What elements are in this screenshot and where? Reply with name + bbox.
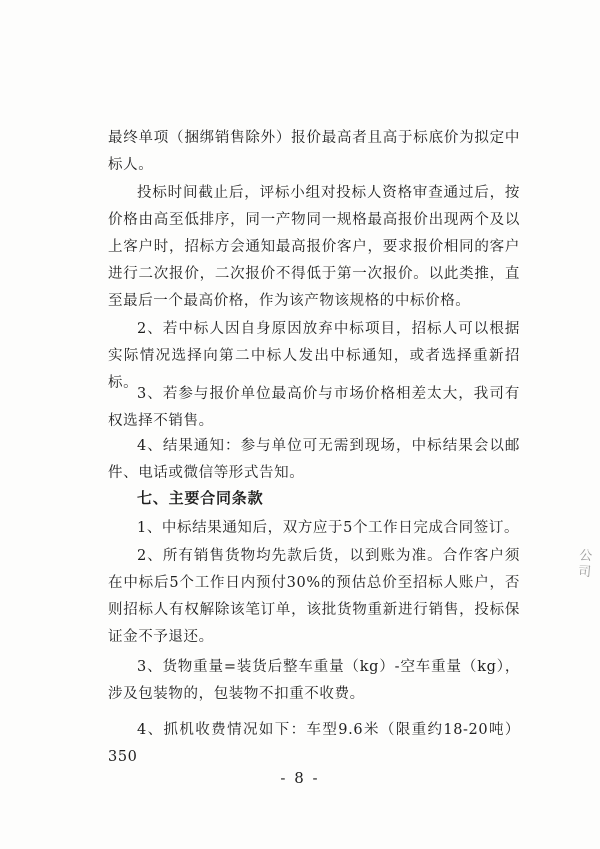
clause-weight-calculation: 3、货物重量=装货后整车重量（kg）-空车重量（kg），涉及包装物的，包装物不扣重不收费。 <box>108 659 520 702</box>
section-heading-contract-terms: 七、主要合同条款 <box>137 489 264 507</box>
paragraph-abandon-bid: 2、若中标人因自身原因放弃中标项目，招标人可以根据实际情况选择向第二中标人发出中标通知，或者选择重新招标。 <box>108 321 520 391</box>
clause-contract-signing: 1、中标结果通知后，双方应于5个工作日完成合同签订。 <box>137 520 520 536</box>
clause-payment-terms: 2、所有销售货物均先款后货，以到账为准。合作客户须在中标后5个工作日内预付30%的预估总价至招标人账户，否则招标人有权解除该笔订单，该批货物重新进行销售，投标保证金不予退还。 <box>108 548 520 645</box>
paragraph-price-gap: 3、若参与报价单位最高价与市场价格相差太大，我司有权选择不销售。 <box>108 386 520 429</box>
page-number: - 8 - <box>280 769 320 787</box>
clause-loader-fees: 4、抓机收费情况如下：车型9.6米（限重约18-20吨）350 <box>108 722 520 765</box>
paragraph-rebid-procedure: 投标时间截止后，评标小组对投标人资格审查通过后，按价格由高至低排序，同一产物同一规格最高报价出现两个及以上客户时，招标方会通知最高报价客户，要求报价相同的客户进行二次报价，二次报价不得低于第一次报价。以此类推，直至最后一个最高价格，作为该产物该规格的中标价格。 <box>108 185 520 309</box>
paragraph-result-notice: 4、结果通知：参与单位可无需到现场，中标结果会以邮件、电话或微信等形式告知。 <box>108 438 520 481</box>
seal-stamp-fragment: 公司 <box>574 547 592 581</box>
paragraph-bid-winner: 最终单项（捆绑销售除外）报价最高者且高于标底价为拟定中标人。 <box>108 130 520 173</box>
